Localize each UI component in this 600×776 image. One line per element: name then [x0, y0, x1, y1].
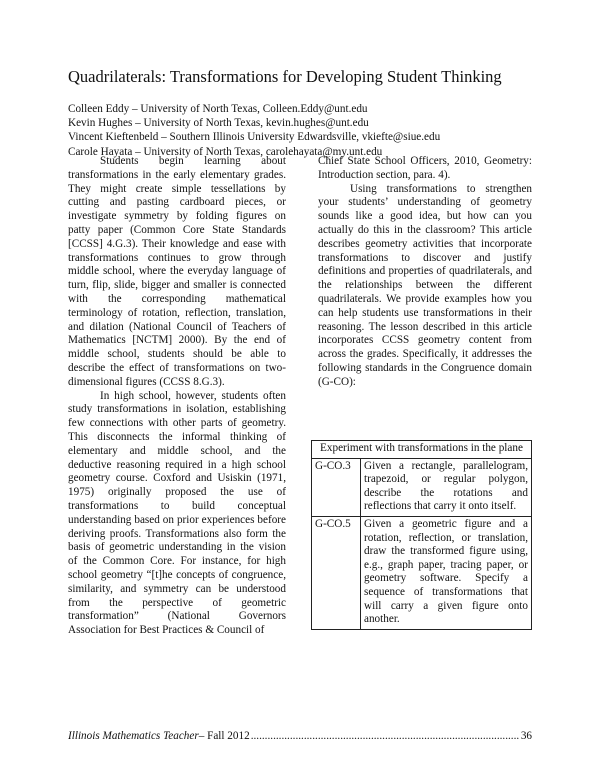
- journal-name: Illinois Mathematics Teacher: [68, 730, 199, 742]
- standard-code: G-CO.5: [312, 516, 361, 629]
- body-paragraph: In high school, however, students often study transformations in isolation, establishing few connections with other parts of geometry. This disconnects the informal thinking of elementary and middle school, and the deductive reasoning required in a high school geometry course. Coxford and Usiskin (1971, 1975) originally proposed the use of transformations to build conceptual understanding based on prior experiences before deriving proofs. Transformations also form the basis of geometric understanding in the vision of the Common Core. For instance, for high school geometry “[t]he concepts of congruence, similarity, and symmetry can be understood from the perspective of geometric transformation” (National Governors Association for Best Practices & Council of: [68, 389, 286, 637]
- author-line: Carole Hayata – University of North Texas, carolehayata@my.unt.edu: [68, 145, 383, 158]
- page-footer: [68, 730, 532, 742]
- standard-description: Given a rectangle, parallelogram, trapezoid, or regular polygon, describe the rotations and reflections that carry it onto itself.: [361, 458, 532, 516]
- page-number: 36: [520, 730, 532, 742]
- standards-table: [311, 440, 532, 630]
- standards-table-header: Experiment with transformations in the plane: [312, 441, 532, 459]
- standard-code: G-CO.3: [312, 458, 361, 516]
- table-row: [312, 458, 532, 516]
- body-paragraph: Students begin learning about transformations in the early elementary grades. They might create simple tessellations by cutting and pasting cardboard pieces, or investigate symmetry by folding figures on patty paper (Common Core State Standards [CCSS] 4.G.3). Their knowledge and ease with transformations continues to grow through middle school, where the everyday language of turn, flip, slide, bigger and smaller is connected with the corresponding mathematical terminology of rotation, reflection, translation, and dilation (National Council of Teachers of Mathematics [NCTM] 2000). By the end of middle school, students should be able to describe the effect of transformations on two-dimensional figures (CCSS 8.G.3).: [68, 155, 286, 388]
- standard-description: Given a geometric figure and a rotation, reflection, or translation, draw the transformed figure using, e.g., graph paper, tracing paper, or geometry software. Specify a sequence of transformations that will carry a given figure onto another.: [361, 516, 532, 629]
- dot-leader: [251, 730, 520, 742]
- author-line: Kevin Hughes – University of North Texas, kevin.hughes@unt.edu: [68, 117, 369, 130]
- body-paragraph: Using transformations to strengthen your students’ understanding of geometry sounds like a good idea, but how can you actually do this in the classroom? This article describes geometry activities that incorporate transformations to discover and justify definitions and properties of quadrilaterals, and the relationships between the different quadrilaterals. We provide examples how you can help students use transformations in their reasoning. The lesson described in this article incorporates CCSS geometry content from across the grades. Specifically, it addresses the following standards in the Congruence domain (G-CO):: [318, 182, 532, 388]
- author-line: Vincent Kieftenbeld – Southern Illinois University Edwardsville, vkiefte@siue.edu: [68, 131, 441, 144]
- standards-table-header-row: [312, 441, 532, 459]
- journal-issue: – Fall 2012: [198, 730, 250, 742]
- right-column: [318, 155, 532, 390]
- author-list: [68, 102, 548, 159]
- article-title: Quadrilaterals: Transformations for Developing Student Thinking: [68, 67, 502, 86]
- body-paragraph-continuation: Chief State School Officers, 2010, Geometry: Introduction section, para. 4).: [318, 155, 532, 181]
- table-row: [312, 516, 532, 629]
- author-line: Colleen Eddy – University of North Texas, Colleen.Eddy@unt.edu: [68, 103, 368, 115]
- left-column: [68, 155, 286, 638]
